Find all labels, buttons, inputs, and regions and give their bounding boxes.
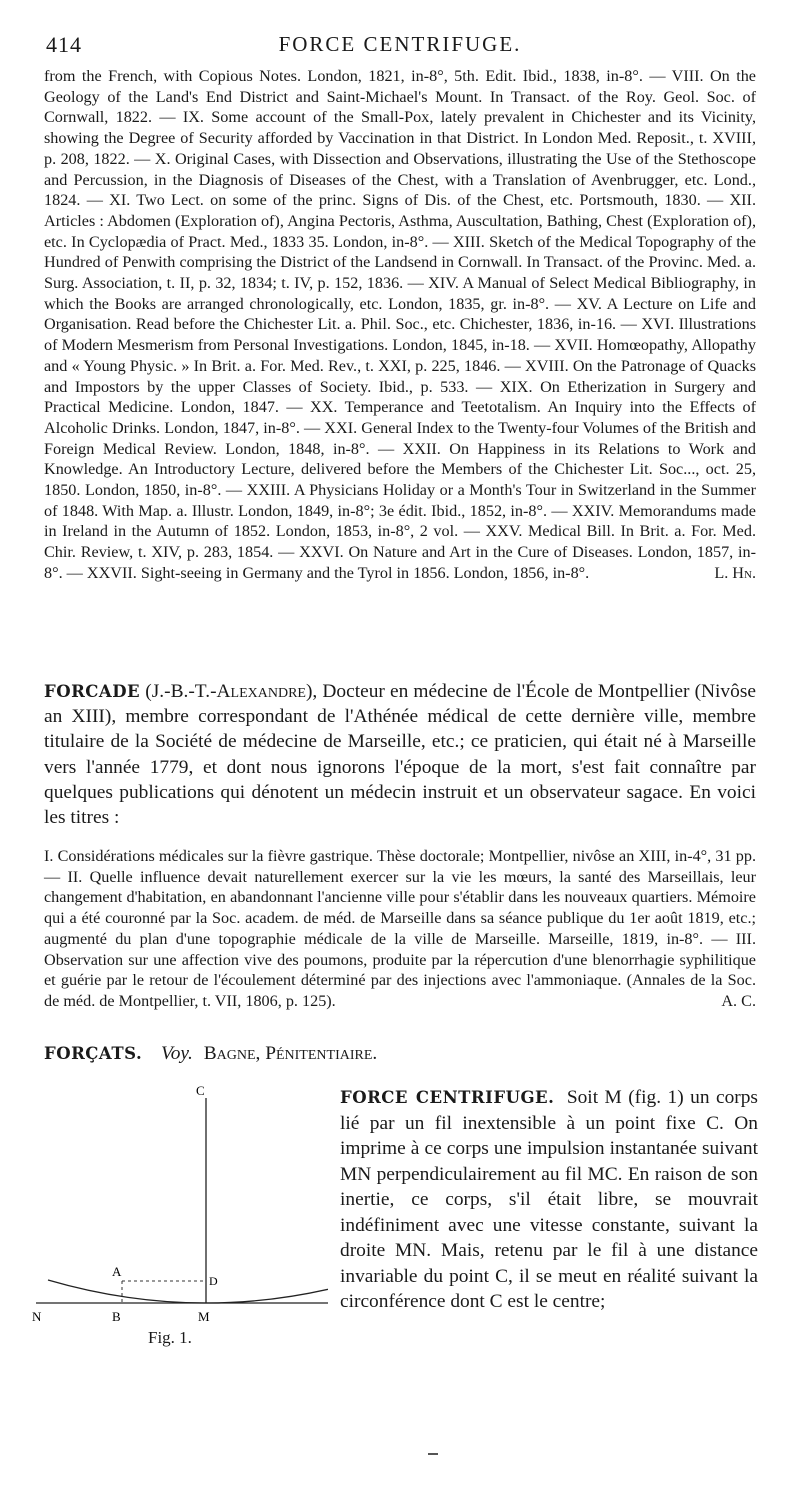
cross-reference[interactable]: Bagne, Pénitentiaire. <box>203 1043 378 1064</box>
entry-headword: FORÇATS. <box>44 1044 143 1063</box>
forcade-works <box>44 846 756 1012</box>
entry-headword: FORCADE <box>44 682 141 701</box>
works-text: I. Considérations médicales sur la fièvre gastrique. Thèse doctorale; Montpellier, nivôse an XIII, in-4°, 31 pp. — II. Quelle influence devait naturellement exercer sur la vie les mœurs, la santé des Marseillais, leur changement d'habitation, en abandonnant l'ancienne ville pour s'établir dans les nouveaux quartiers. Mémoire qui a été couronné par la Soc. academ. de méd. de Marseille dans sa séance publique du 1er août 1819, etc.; augmenté du plan d'une topographie médicale de la ville de Marseille. Marseille, 1819, in-8°. — III. Observation sur une affection vive des poumons, produite par la répercution d'une blenorrhagie syphilitique et guérie par le retour de l'écoulement déterminé par des injections avec l'ammoniaque. (Annales de la Soc. de méd. de Montpellier, t. VII, 1806, p. 125). <box>44 847 756 1010</box>
running-title: FORCE CENTRIFUGE. <box>278 32 522 56</box>
point-m-label: M <box>198 1309 210 1324</box>
entry-force-centrifuge <box>340 1085 758 1315</box>
author-signature: L. Hn. <box>714 563 756 582</box>
entry-headword: FORCE CENTRIFUGE. <box>340 1088 555 1107</box>
page-header <box>46 32 754 62</box>
bibliography-continuation <box>44 66 756 584</box>
point-c-label: C <box>196 1083 205 1098</box>
entry-forcade <box>44 679 756 830</box>
entry-forcats <box>44 1043 756 1065</box>
point-n-label: N <box>32 1309 42 1324</box>
author-signature: A. C. <box>721 991 756 1010</box>
point-b-label: B <box>112 1309 121 1324</box>
entry-names: (J.-B.-T.-Alexandre), <box>145 681 318 702</box>
works-paragraph <box>44 846 756 1012</box>
footer-mark <box>428 1453 438 1455</box>
page-number: 414 <box>46 32 82 57</box>
centrifuge-paragraph <box>340 1085 758 1315</box>
forcade-intro <box>44 679 756 830</box>
entry-text: Docteur en médecine de l'École de Montpellier (Nivôse an XIII), membre correspondant de l'Athénée médical de cette dernière ville, membre titulaire de la Société de médecine de Marseille, etc.; ce praticien, qui était né à Marseille vers l'année 1779, et dont nous ignorons l'époque de la mort, s'est fait connaître par quelques publications qui dénotent un médecin instruit et un observateur sagace. En voici les titres : <box>44 681 756 829</box>
entry-text: Soit M (fig. 1) un corps lié par un fil inextensible à un point fixe C. On imprime à ce corps une impulsion instantanée suivant MN perpendiculairement au fil MC. En raison de son inertie, ce corps, s'il était libre, se mouvrait indéfiniment avec une vitesse constante, suivant la droite MN. Mais, retenu par le fil à une distance invariable du point C, il se meut en réalité suivant la circonférence dont C est le centre; <box>340 1087 758 1312</box>
point-a-label: A <box>112 1264 122 1279</box>
circular-motion-diagram <box>28 1080 328 1330</box>
continuation-text: from the French, with Copious Notes. London, 1821, in-8°, 5th. Edit. Ibid., 1838, in-8°. — VIII. On the Geology of the Land's End District and Saint-Michael's Mount. In Transact. of the Roy. Geol. Soc. of Cornwall, 1822. — IX. Some account of the Small-Pox, lately prevalent in Chichester and its Vicinity, showing the Degree of Security afforded by Vaccination in that District. In London Med. Reposit., t. XVIII, p. 208, 1822. — X. Original Cases, with Dissection and Observations, illustrating the Use of the Stethoscope and Percussion, in the Diagnosis of Diseases of the Chest, with a Translation of Avenbrugger, etc. Lond., 1824. — XI. Two Lect. on some of the princ. Signs of Dis. of the Chest, etc. Portsmouth, 1830. — XII. Articles : Abdomen (Exploration of), Angina Pectoris, Asthma, Auscultation, Bathing, Chest (Exploration of), etc. In Cyclopædia of Pract. Med., 1833 35. London, in-8°. — XIII. Sketch of the Medical Topography of the Hundred of Penwith comprising the District of the Landsend in Cornwall. In Transact. of the Provinc. Med. a. Surg. Association, t. II, p. 32, 1834; t. IV, p. 152, 1836. — XIV. A Manual of Select Medical Bibliography, in which the Books are arranged chronologically, etc. London, 1835, gr. in-8°. — XV. A Lecture on Life and Organisation. Read before the Chichester Lit. a. Phil. Soc., etc. Chichester, 1836, in-16. — XVI. Illustrations of Modern Mesmerism from Personal Investigations. London, 1845, in-18. — XVII. Homœopathy, Allopathy and « Young Physic. » In Brit. a. For. Med. Rev., t. XXI, p. 225, 1846. — XVIII. On the Patronage of Quacks and Impostors by the upper Classes of Society. Ibid., p. 533. — XIX. On Etherization in Surgery and Practical Medicine. London, 1847. — XX. Temperance and Teetotalism. An Inquiry into the Effects of Alcoholic Drinks. London, 1847, in-8°. — XXI. General Index to the Twenty-four Volumes of the British and Foreign Medical Review. London, 1848, in-8°. — XXII. On Happiness in its Relations to Work and Knowledge. An Introductory Lecture, delivered before the Members of the Chichester Lit. Soc..., oct. 25, 1850. London, 1850, in-8°. — XXIII. A Physicians Holiday or a Month's Tour in Switzerland in the Summer of 1848. With Map. a. Illustr. London, 1849, in-8°; 3e édit. Ibid., 1852, in-8°. — XXIV. Memorandums made in Ireland in the Autumn of 1852. London, 1853, in-8°, 2 vol. — XXV. Medical Bill. In Brit. a. For. Med. Chir. Review, t. XIV, p. 283, 1854. — XXVI. On Nature and Art in the Cure of Diseases. London, 1857, in-8°. — XXVII. Sight-seeing in Germany and the Tyrol in 1856. London, 1856, in-8°. <box>44 67 756 582</box>
circular-arc <box>48 1280 328 1303</box>
figure-caption: Fig. 1. <box>148 1328 192 1347</box>
figure-1 <box>28 1080 328 1360</box>
continuation-paragraph <box>44 66 756 584</box>
point-d-label: D <box>209 1274 218 1288</box>
see-reference-label: Voy. <box>161 1043 193 1064</box>
